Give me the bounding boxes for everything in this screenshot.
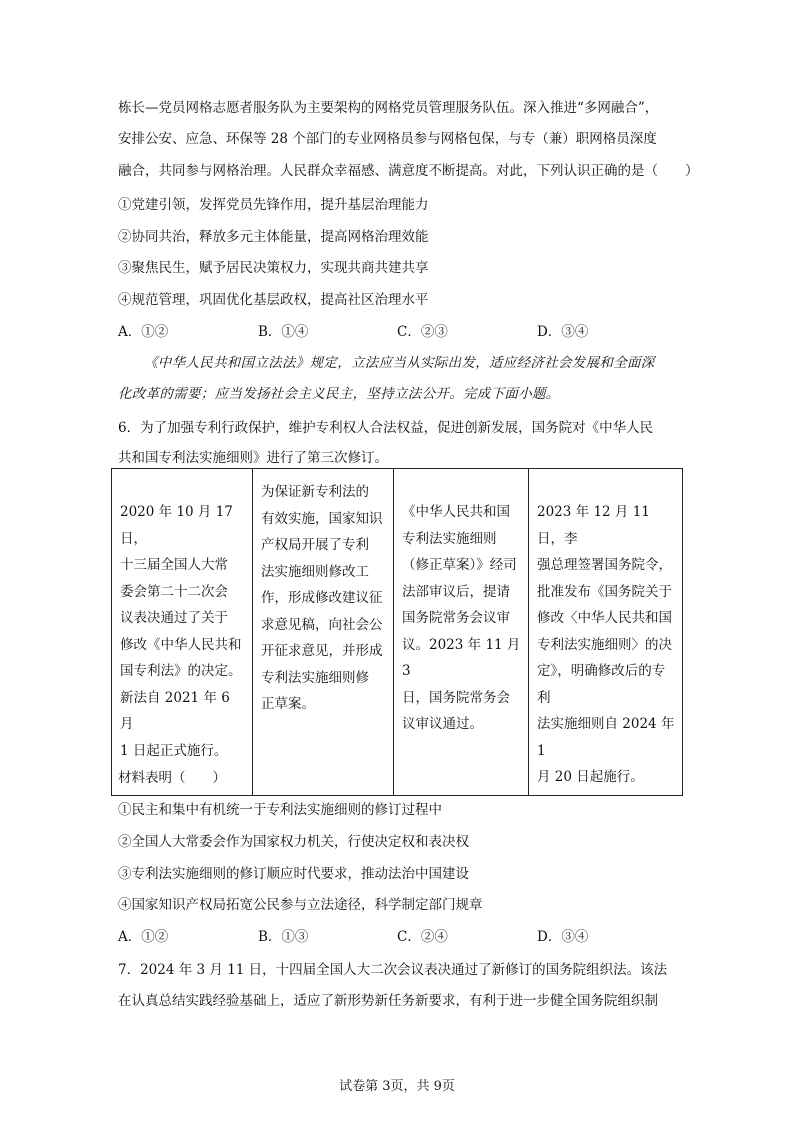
q6-statement-1: ①民主和集中有机统一于专利法实施细则的修订过程中 — [118, 802, 442, 818]
cell-4-line: 定》，明确修改后的专利 — [537, 663, 666, 706]
cell-4-line: 批准发布《国务院关于 — [537, 583, 672, 600]
q6-options — [118, 927, 678, 947]
q6-statement-2: ②全国人大常委会作为国家权力机关，行使决定权和表决权 — [118, 834, 469, 850]
cell-4-line: 2023 年 12 月 11 日，李 — [537, 504, 650, 547]
q6-option-b[interactable]: B．①③ — [258, 929, 309, 945]
cell-2-line: 专利法实施细则修 — [261, 669, 369, 686]
q7-line-1: 7．2024 年 3 月 11 日，十四届全国人大二次会议表决通过了新修订的国务院组织法。该法 — [118, 962, 668, 978]
q5-statement-3: ③聚焦民生，赋予居民决策权力，实现共商共建共享 — [118, 260, 429, 276]
timeline-cell-4 — [529, 469, 683, 796]
timeline-table — [111, 468, 683, 796]
timeline-cell-3 — [394, 469, 529, 796]
cell-4-line: 修改〈中华人民共和国 — [537, 610, 672, 626]
q5-option-d[interactable]: D．③④ — [537, 324, 589, 340]
cell-1-line: 2020 年 10 月 17 日， — [120, 504, 233, 547]
cell-4-line: 专利法实施细则〉的决 — [537, 636, 672, 653]
cell-3-line: 《中华人民共和国 — [402, 504, 510, 520]
q5-statement-1: ①党建引领，发挥党员先锋作用，提升基层治理能力 — [118, 197, 429, 213]
cell-1-line: 国专利法》的决定。 — [120, 663, 242, 679]
cell-4-line: 强总理签署国务院令， — [537, 557, 672, 573]
intro-line-1: 《中华人民共和国立法法》规定，立法应当从实际出发，适应经济社会发展和全面深 — [144, 355, 655, 371]
q6-stem: 材料表明（ ） — [118, 770, 226, 786]
q7-line-2: 在认真总结实践经验基础上，适应了新形势新任务新要求，有利于进一步健全国务院组织制 — [118, 993, 658, 1009]
q5-option-b[interactable]: B．①④ — [258, 324, 309, 340]
cell-1-line: 议表决通过了关于 — [120, 610, 228, 626]
q5-statement-4: ④规范管理，巩固优化基层政权，提高社区治理水平 — [118, 292, 429, 308]
q6-option-a[interactable]: A．①② — [118, 929, 169, 945]
cell-3-line: 日，国务院常务会 — [402, 689, 510, 706]
cell-4-line: 月 20 日起施行。 — [537, 769, 644, 785]
cell-1-line: 十三届全国人大常 — [120, 557, 228, 573]
cell-3-line: 国务院常务会议审 — [402, 610, 510, 626]
cell-2-line: 法实施细则修改工 — [261, 563, 369, 580]
timeline-cell-2 — [253, 469, 394, 796]
q6-line-1: 6．为了加强专利行政保护，维护专利权人合法权益，促进创新发展，国务院对《中华人民 — [118, 420, 654, 436]
q5-statement-2: ②协同共治，释放多元主体能量，提高网格治理效能 — [118, 229, 429, 245]
cell-3-line: 议审议通过。 — [402, 716, 483, 732]
cell-3-line: 议。2023 年 11 月 3 — [402, 636, 521, 679]
cell-1-line: 修改《中华人民共和 — [120, 636, 242, 653]
cell-1-line: 委会第二十二次会 — [120, 583, 228, 600]
page-footer: 试卷第 3页，共 9页 — [339, 1079, 455, 1094]
cell-3-line: （修正草案）》经司 — [402, 557, 517, 573]
cell-3-line: 法部审议后，提请 — [402, 583, 510, 600]
q6-option-c[interactable]: C．②④ — [397, 929, 448, 945]
q6-option-d[interactable]: D．③④ — [537, 929, 589, 945]
q5-option-a[interactable]: A．①② — [118, 324, 169, 340]
cell-3-line: 专利法实施细则 — [402, 530, 497, 547]
intro-line-2: 化改革的需要；应当发扬社会主义民主，坚持立法公开。完成下面小题。 — [118, 386, 560, 402]
cell-2-line: 求意见稿，向社会公 — [261, 616, 383, 633]
cell-1-line: 1 日起正式施行。 — [120, 742, 228, 759]
q5-line-3: 融合，共同参与网格治理。人民群众幸福感、满意度不断提高。对此，下列认识正确的是（ ） — [118, 163, 699, 179]
q5-line-2: 安排公安、应急、环保等 28 个部门的专业网格员参与网格包保，与专（兼）职网格员深度 — [118, 131, 657, 147]
timeline-cell-1 — [112, 469, 253, 796]
cell-4-line: 法实施细则自 2024 年 1 — [537, 716, 675, 759]
cell-2-line: 为保证新专利法的 — [261, 484, 369, 500]
q5-line-1: 栋长—党员网格志愿者服务队为主要架构的网格党员管理服务队伍。深入推进“多网融合”， — [118, 100, 659, 116]
cell-2-line: 作，形成修改建议征 — [261, 590, 383, 606]
q6-line-2: 共和国专利法实施细则》进行了第三次修订。 — [118, 450, 388, 466]
q5-options — [118, 322, 678, 342]
cell-1-line: 新法自 2021 年 6 月 — [120, 689, 230, 732]
cell-2-line: 产权局开展了专利 — [261, 537, 369, 553]
cell-2-line: 开征求意见，并形成 — [261, 643, 383, 659]
q6-statement-4: ④国家知识产权局拓宽公民参与立法途径，科学制定部门规章 — [118, 897, 483, 913]
cell-2-line: 正草案。 — [261, 696, 315, 712]
q6-statement-3: ③专利法实施细则的修订顺应时代要求，推动法治中国建设 — [118, 866, 469, 882]
q5-option-c[interactable]: C．②③ — [397, 324, 448, 340]
cell-2-line: 有效实施，国家知识 — [261, 510, 383, 527]
